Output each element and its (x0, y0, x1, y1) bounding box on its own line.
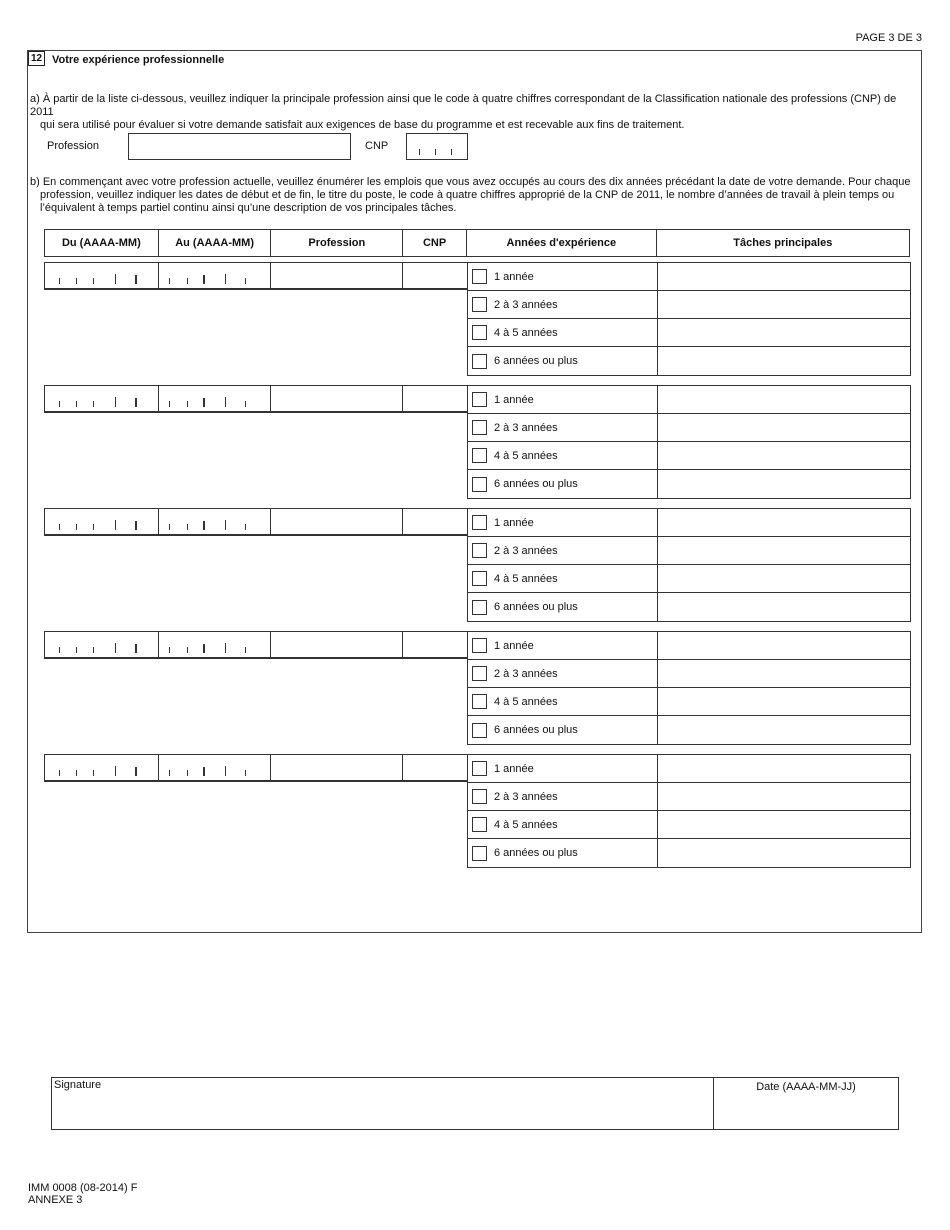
job-4-profession-input[interactable] (271, 632, 403, 657)
experience-checkbox[interactable] (472, 666, 487, 681)
experience-checkbox[interactable] (472, 789, 487, 804)
experience-option-label: 6 années ou plus (494, 355, 578, 367)
experience-option-label: 6 années ou plus (494, 478, 578, 490)
main-tasks-input[interactable] (658, 688, 910, 715)
experience-option-row (468, 716, 910, 744)
experience-option-label: 2 à 3 années (494, 421, 558, 434)
experience-option (468, 319, 658, 346)
main-tasks-input[interactable] (658, 783, 910, 810)
experience-option-label: 1 année (494, 516, 534, 529)
experience-option-label: 4 à 5 années (494, 572, 558, 585)
part-b-instructions (30, 176, 914, 215)
experience-option-label: 4 à 5 années (494, 818, 558, 831)
experience-checkbox[interactable] (472, 477, 487, 492)
job-1-from-input[interactable] (45, 263, 159, 288)
experience-option (468, 783, 658, 810)
experience-table-header (44, 229, 910, 257)
experience-option (468, 716, 658, 744)
form-footer (28, 1182, 137, 1206)
job-entry-5-row (44, 754, 468, 782)
experience-checkbox[interactable] (472, 571, 487, 586)
main-tasks-input[interactable] (658, 470, 910, 498)
main-tasks-input[interactable] (658, 442, 910, 469)
section-title: Votre expérience professionnelle (52, 54, 225, 66)
experience-option (468, 442, 658, 469)
cnp-label: CNP (365, 140, 389, 152)
job-entry-1-row (44, 262, 468, 290)
experience-option (468, 811, 658, 838)
job-3-profession-input[interactable] (271, 509, 403, 534)
experience-checkbox[interactable] (472, 354, 487, 369)
experience-option-row (468, 347, 910, 375)
main-tasks-input[interactable] (658, 319, 910, 346)
job-3-cnp-input[interactable] (403, 509, 467, 534)
experience-checkbox[interactable] (472, 297, 487, 312)
experience-checkbox[interactable] (472, 817, 487, 832)
job-4-to-input[interactable] (159, 632, 272, 657)
experience-option (468, 565, 658, 592)
experience-option (468, 537, 658, 564)
experience-option-row (468, 811, 910, 839)
part-b-line-3: l’équivalent à temps partiel continu ainsi qu’une description de vos principales tâches. (40, 202, 457, 214)
job-2-from-input[interactable] (45, 386, 159, 411)
experience-option-label: 6 années ou plus (494, 724, 578, 736)
profession-label: Profession (47, 140, 99, 152)
experience-option (468, 688, 658, 715)
experience-option-row (468, 537, 910, 565)
experience-option-row (468, 755, 910, 783)
main-tasks-input[interactable] (658, 509, 910, 536)
experience-checkbox[interactable] (472, 392, 487, 407)
experience-option-row (468, 783, 910, 811)
experience-checkbox[interactable] (472, 638, 487, 653)
experience-option-row (468, 593, 910, 621)
main-tasks-input[interactable] (658, 291, 910, 318)
main-tasks-input[interactable] (658, 263, 910, 290)
main-tasks-input[interactable] (658, 593, 910, 621)
header-profession: Profession (271, 230, 403, 256)
job-1-profession-input[interactable] (271, 263, 403, 288)
main-tasks-input[interactable] (658, 386, 910, 413)
main-tasks-input[interactable] (658, 811, 910, 838)
main-tasks-input[interactable] (658, 414, 910, 441)
job-4-from-input[interactable] (45, 632, 159, 657)
part-a-line-2: qui sera utilisé pour évaluer si votre demande satisfait aux exigences de base du programme et est recevable aux fins de traitement. (40, 119, 685, 131)
signature-field[interactable] (52, 1078, 714, 1129)
header-years-experience: Années d'expérience (467, 230, 657, 256)
experience-option-label: 1 année (494, 270, 534, 283)
profession-input[interactable] (128, 133, 351, 160)
main-tasks-input[interactable] (658, 660, 910, 687)
part-a-line-1: a) À partir de la liste ci-dessous, veuillez indiquer la principale profession ainsi que le code à quatre chiffres correspondant de la Classification nationale des professions (CNP) de 2011 (30, 93, 897, 118)
experience-checkbox[interactable] (472, 723, 487, 738)
experience-option-label: 1 année (494, 393, 534, 406)
cnp-input[interactable] (406, 133, 468, 160)
job-2-to-input[interactable] (159, 386, 272, 411)
experience-option-row (468, 509, 910, 537)
experience-checkbox[interactable] (472, 846, 487, 861)
header-cnp: CNP (403, 230, 467, 256)
experience-option (468, 839, 658, 867)
job-entry-3-row (44, 508, 468, 536)
experience-option (468, 660, 658, 687)
main-tasks-input[interactable] (658, 537, 910, 564)
experience-checkbox[interactable] (472, 543, 487, 558)
job-entry-4-row (44, 631, 468, 659)
form-code: IMM 0008 (08-2014) F (28, 1182, 138, 1194)
experience-checkbox[interactable] (472, 269, 487, 284)
experience-option (468, 632, 658, 659)
experience-checkbox[interactable] (472, 600, 487, 615)
experience-checkbox[interactable] (472, 761, 487, 776)
experience-option-row (468, 632, 910, 660)
signature-block (51, 1077, 899, 1130)
annex-label: ANNEXE 3 (28, 1194, 83, 1206)
job-5-cnp-input[interactable] (403, 755, 467, 780)
signature-date-field[interactable] (714, 1078, 898, 1129)
job-entry-3-experience (467, 508, 911, 622)
experience-option-label: 2 à 3 années (494, 667, 558, 680)
job-entry-5-experience (467, 754, 911, 868)
main-tasks-input[interactable] (658, 755, 910, 782)
job-entry-2-experience (467, 385, 911, 499)
experience-option-label: 2 à 3 années (494, 544, 558, 557)
experience-option-label: 4 à 5 années (494, 449, 558, 462)
job-entry-1-experience (467, 262, 911, 376)
experience-checkbox[interactable] (472, 325, 487, 340)
section-number: 12 (28, 51, 45, 66)
experience-option-label: 1 année (494, 639, 534, 652)
experience-option-row (468, 470, 910, 498)
main-tasks-input[interactable] (658, 565, 910, 592)
part-b-line-2: profession, veuillez indiquer les dates de début et de fin, le titre du poste, le code à quatre chiffres approprié de la CNP de 2011, le nombre d’années de travail à plein temps ou (40, 189, 895, 201)
signature-label: Signature (54, 1079, 102, 1091)
experience-option (468, 414, 658, 441)
experience-option-label: 4 à 5 années (494, 695, 558, 708)
experience-option-row (468, 291, 910, 319)
experience-option (468, 386, 658, 413)
experience-option (468, 291, 658, 318)
job-2-cnp-input[interactable] (403, 386, 467, 411)
job-3-to-input[interactable] (159, 509, 272, 534)
job-entry-2-row (44, 385, 468, 413)
job-4-cnp-input[interactable] (403, 632, 467, 657)
page-number: PAGE 3 DE 3 (855, 32, 922, 44)
experience-checkbox[interactable] (472, 515, 487, 530)
experience-option (468, 755, 658, 782)
job-5-to-input[interactable] (159, 755, 272, 780)
header-to: Au (AAAA-MM) (159, 230, 272, 256)
experience-option-row (468, 442, 910, 470)
job-3-from-input[interactable] (45, 509, 159, 534)
date-label: Date (AAAA-MM-JJ) (756, 1081, 856, 1093)
job-5-from-input[interactable] (45, 755, 159, 780)
job-1-cnp-input[interactable] (403, 263, 467, 288)
part-b-line-1: b) En commençant avec votre profession actuelle, veuillez énumérer les emplois que vous avez occupés au cours des dix années précédant la date de votre demande. Pour chaque (30, 176, 911, 188)
experience-checkbox[interactable] (472, 420, 487, 435)
experience-option-row (468, 839, 910, 867)
job-entry-4-experience (467, 631, 911, 745)
experience-option-row (468, 319, 910, 347)
experience-checkbox[interactable] (472, 694, 487, 709)
main-tasks-input[interactable] (658, 632, 910, 659)
experience-option-label: 4 à 5 années (494, 326, 558, 339)
experience-option-row (468, 660, 910, 688)
main-tasks-input[interactable] (658, 716, 910, 744)
experience-option-row (468, 386, 910, 414)
experience-option (468, 593, 658, 621)
header-main-tasks: Tâches principales (733, 237, 833, 249)
experience-option-row (468, 565, 910, 593)
experience-option-label: 6 années ou plus (494, 601, 578, 613)
experience-option-label: 6 années ou plus (494, 847, 578, 859)
experience-option-label: 2 à 3 années (494, 298, 558, 311)
experience-option-label: 1 année (494, 762, 534, 775)
experience-option (468, 347, 658, 375)
main-tasks-input[interactable] (658, 839, 910, 867)
job-1-to-input[interactable] (159, 263, 272, 288)
experience-option (468, 470, 658, 498)
experience-option-row (468, 263, 910, 291)
experience-checkbox[interactable] (472, 448, 487, 463)
job-5-profession-input[interactable] (271, 755, 403, 780)
experience-option (468, 263, 658, 290)
experience-option-label: 2 à 3 années (494, 790, 558, 803)
main-tasks-input[interactable] (658, 347, 910, 375)
header-from: Du (AAAA-MM) (45, 230, 159, 256)
experience-option-row (468, 414, 910, 442)
job-2-profession-input[interactable] (271, 386, 403, 411)
part-a-instructions (30, 93, 914, 132)
experience-option-row (468, 688, 910, 716)
experience-option (468, 509, 658, 536)
